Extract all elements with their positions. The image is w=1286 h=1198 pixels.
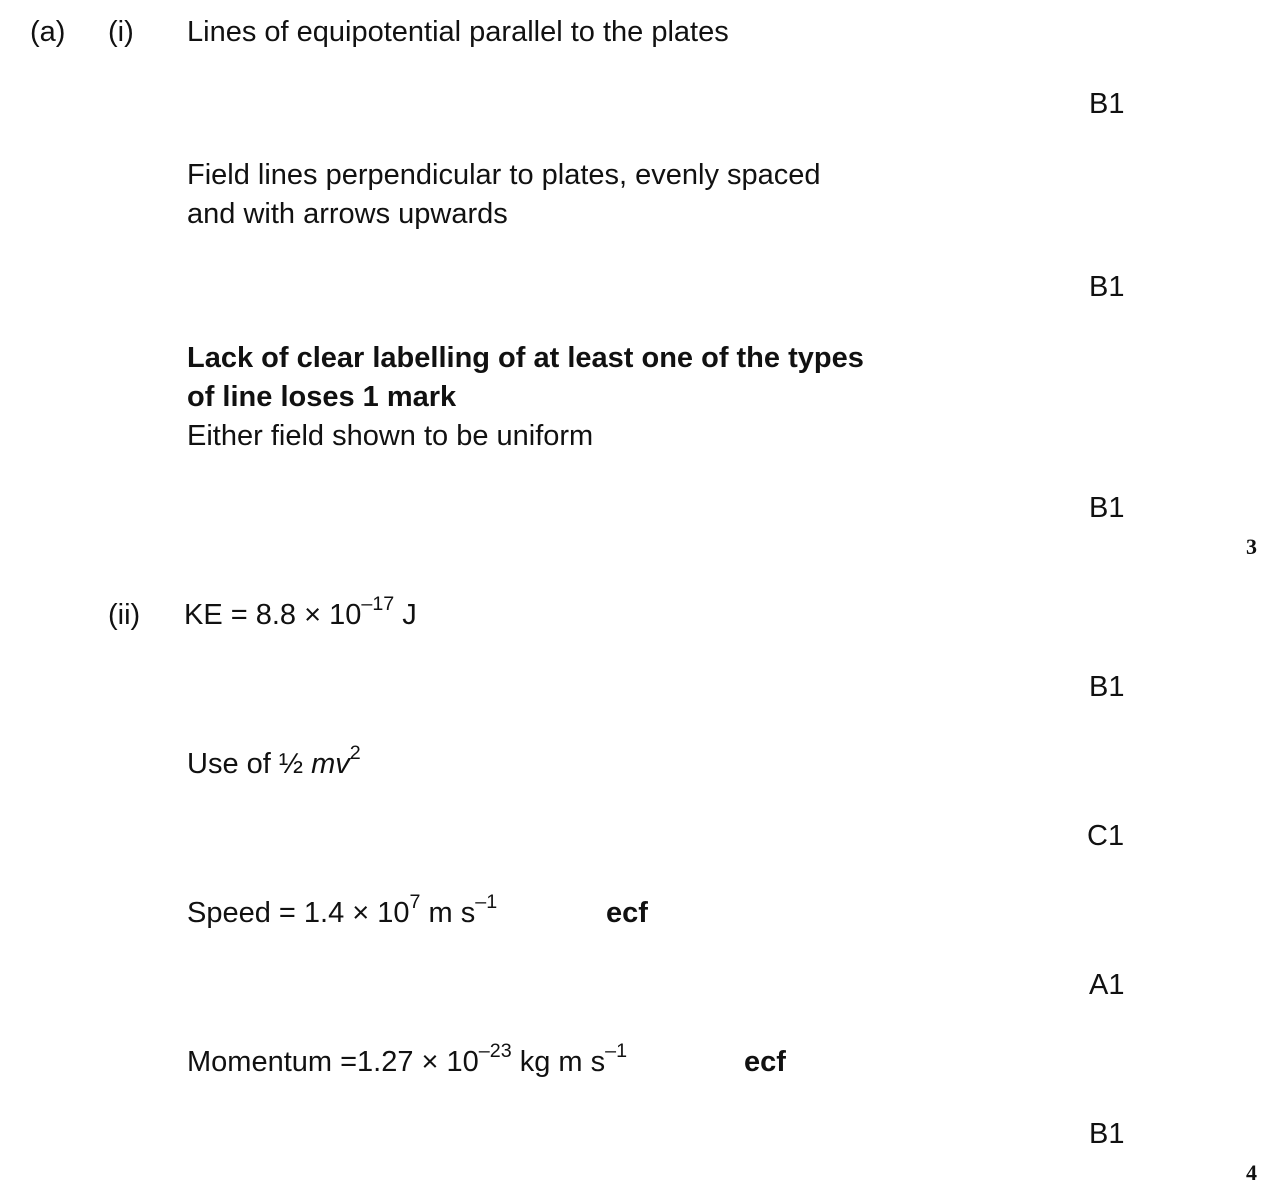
answer-field-lines-2: and with arrows upwards bbox=[187, 198, 508, 230]
subpart-label-i: (i) bbox=[108, 16, 134, 48]
ke-text: KE = 8.8 × 10 bbox=[184, 599, 362, 631]
ecf-note-speed: ecf bbox=[606, 897, 648, 929]
use-variable: mv bbox=[311, 748, 350, 780]
mark-c1-formula: C1 bbox=[1087, 820, 1125, 852]
mark-b1-equipotential: B1 bbox=[1089, 88, 1125, 120]
momentum-unit: kg m s bbox=[511, 1046, 606, 1078]
use-text: Use of ½ bbox=[187, 748, 312, 780]
ke-unit: J bbox=[394, 599, 417, 631]
answer-ke bbox=[184, 593, 417, 635]
speed-unit: m s bbox=[420, 897, 476, 929]
marking-note-1: Lack of clear labelling of at least one of the types bbox=[187, 342, 864, 374]
answer-speed bbox=[187, 891, 498, 933]
answer-equipotential-lines: Lines of equipotential parallel to the plates bbox=[187, 16, 729, 48]
answer-uniform-field: Either field shown to be uniform bbox=[187, 420, 594, 452]
mark-b1-ke: B1 bbox=[1089, 671, 1125, 703]
answer-momentum bbox=[187, 1040, 628, 1082]
momentum-text: Momentum =1.27 × 10 bbox=[187, 1046, 479, 1078]
momentum-exponent: –23 bbox=[478, 1040, 512, 1063]
total-marks-ii: 4 bbox=[1246, 1160, 1257, 1185]
speed-text: Speed = 1.4 × 10 bbox=[187, 897, 410, 929]
answer-field-lines-1: Field lines perpendicular to plates, evenly spaced bbox=[187, 159, 821, 191]
speed-unit-exponent: –1 bbox=[475, 891, 498, 914]
answer-use-of-ke-formula bbox=[187, 742, 361, 784]
mark-b1-uniform: B1 bbox=[1089, 492, 1125, 524]
ke-exponent: –17 bbox=[361, 593, 395, 616]
subpart-label-ii: (ii) bbox=[108, 599, 141, 631]
total-marks-i: 3 bbox=[1246, 534, 1257, 559]
use-exponent: 2 bbox=[349, 742, 361, 765]
speed-exponent: 7 bbox=[409, 891, 421, 914]
part-label-a: (a) bbox=[30, 16, 66, 48]
mark-b1-field-lines: B1 bbox=[1089, 271, 1125, 303]
momentum-unit-exponent: –1 bbox=[605, 1040, 628, 1063]
marking-note-2: of line loses 1 mark bbox=[187, 381, 457, 413]
ecf-note-momentum: ecf bbox=[744, 1046, 786, 1078]
mark-a1-speed: A1 bbox=[1089, 969, 1125, 1001]
mark-b1-momentum: B1 bbox=[1089, 1118, 1125, 1150]
